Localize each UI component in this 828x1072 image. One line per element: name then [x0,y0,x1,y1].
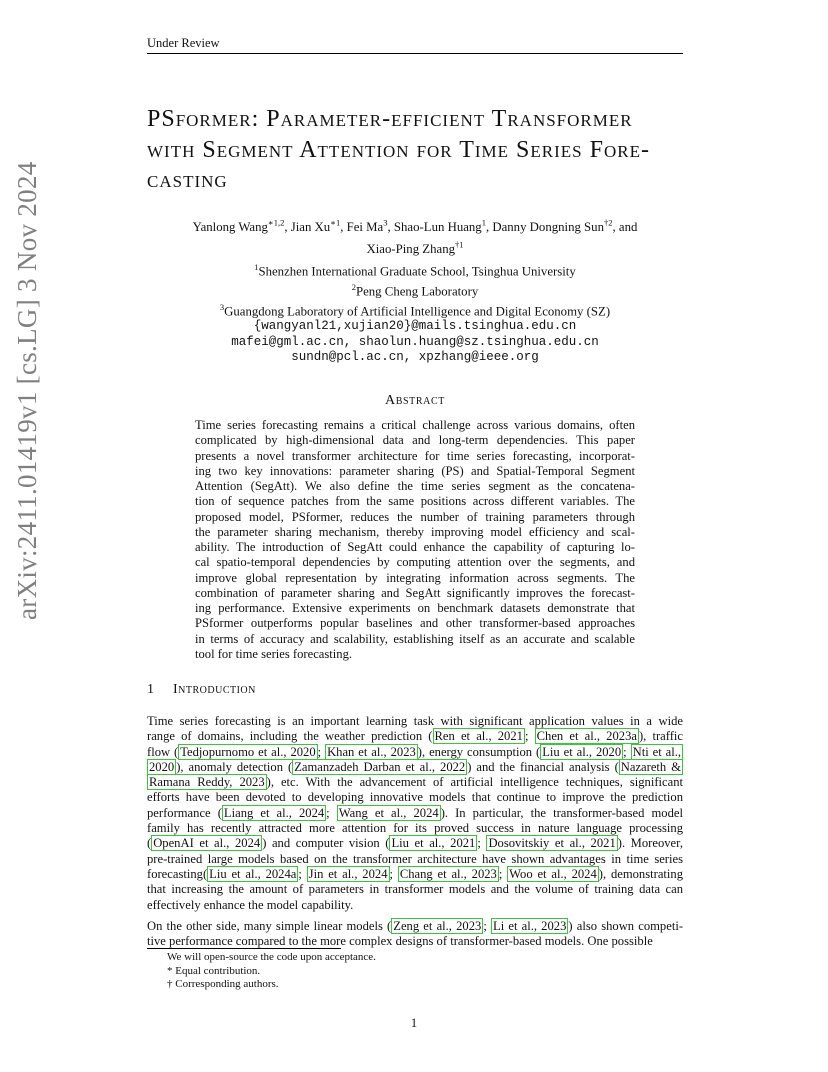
author-mark: 3 [383,218,388,228]
text-line [147,760,683,775]
text-run: ) and computer vision ( [262,836,390,851]
author-mark: ∗1,2 [267,218,285,228]
text-line [147,775,683,790]
text-run: ; [623,744,631,759]
citation-link[interactable]: Zeng et al., 2023 [393,918,482,933]
abstract-line: ability. The introduction of SegAtt could enhance the capability of capturing lo- [195,540,635,554]
author-mark: †1 [455,239,464,250]
text-run: ; [483,918,491,933]
email-line[interactable]: sundn@pcl.ac.cn, xpzhang@ieee.org [291,350,539,365]
citation-link[interactable]: Liu et al., 2024a [209,866,297,881]
author-name: Xiao-Ping Zhang [366,241,455,256]
text-run: family has recently attracted more attention for its proved success in nature language processing [147,821,683,836]
text-line [147,806,683,821]
text-run: range of domains, including the weather prediction ( [147,729,433,744]
citation-link[interactable]: Jin et al., 2024 [308,866,388,881]
author-name: Shao-Lun Huang [393,220,482,235]
text-run: ; [477,836,487,851]
text-line [147,745,683,760]
abstract-line: presents a novel transformer architecture for time series forecasting, incorporat- [195,448,635,463]
text-run: ; [326,805,337,820]
citation-link[interactable]: Nti et al., [632,744,682,759]
text-line [147,821,683,836]
abstract-line: improve global representation by integrating information across segments. The [195,570,635,585]
text-run: ). Moreover, [617,836,683,851]
abstract-line: ing performance. Extensive experiments on benchmark datasets demonstrate that [195,601,635,615]
abstract-line: ing two key innovations: parameter sharing (PS) and Spatial-Temporal Segment [195,463,635,478]
text-run: Time series forecasting is an important learning task with significant application values in a wide [147,714,683,728]
footnote-rule [147,948,341,949]
author-name: Jian Xu [290,220,331,235]
footnote: We will open-source the code upon acceptance. [167,951,376,963]
affiliation-mark: 2 [351,281,356,292]
introduction-body [147,714,683,949]
author [366,239,464,256]
text-run: On the other side, many simple linear models ( [147,918,392,933]
author-mark: ∗1 [330,218,341,228]
running-head: Under Review [147,36,220,50]
text-run: ; [298,866,307,881]
text-run: ; [524,729,535,744]
text-run: ( [147,836,152,851]
citation-link[interactable]: Liang et al., 2024 [223,805,325,820]
citation-link[interactable]: OpenAI et al., 2024 [153,836,261,851]
author-mark: 1 [481,218,486,228]
text-line [147,729,683,744]
author-sep: , [284,220,291,235]
abstract-line: the parameter sharing mechanism, thereby improving model efficiency and scal- [195,524,635,539]
citation-link[interactable]: Li et al., 2023 [493,918,567,933]
affiliation-text: Peng Cheng Laboratory [355,284,479,299]
author [492,220,637,234]
author-sep: , [387,220,394,235]
text-run: ; [498,866,508,881]
citation-link[interactable]: Liu et al., 2020 [542,744,622,759]
text-run: ) also shown competi- [568,918,684,933]
abstract-line: Time series forecasting remains a critical challenge across various domains, often [195,418,635,432]
section-number: 1 [147,682,155,697]
text-line [147,867,683,882]
text-run: ), traffic [638,729,683,744]
section-heading [147,682,256,698]
email-line[interactable]: mafei@gml.ac.cn, shaolun.huang@sz.tsinghua.edu.cn [231,334,599,349]
paragraph [147,714,683,913]
author [394,220,492,234]
text-run: pre-trained large models based on the transformer architecture have shown advantages in time series [147,851,683,866]
author [291,220,347,234]
citation-link[interactable]: Zamanzadeh Darban et al., 2022 [294,759,466,774]
affiliation-text: Shenzhen International Graduate School, Tsinghua University [258,264,576,279]
affiliation [147,280,683,300]
citation-link[interactable]: Dosovitskiy et al., 2021 [488,836,616,851]
author [193,220,291,234]
text-run: ; [317,744,326,759]
abstract-line: complicated by high-dimensional data and long-term dependencies. This paper [195,433,635,448]
text-line [147,898,683,913]
citation-link[interactable]: Ramana Reddy, 2023 [149,775,265,790]
footnotes [167,951,376,992]
title-line: PSformer: Parameter-efficient Transformer [147,106,633,132]
abstract-line: tool for time series forecasting. [195,646,353,661]
abstract-heading: Abstract [385,393,445,408]
text-run: flow ( [147,744,179,759]
citation-link[interactable]: Woo et al., 2024 [509,866,597,881]
arxiv-stamp: arXiv:2411.01419v1 [cs.LG] 3 Nov 2024 [12,161,42,620]
text-run: performance ( [147,805,222,820]
abstract-line: in terms of accuracy and scalability, establishing itself as an accurate and scalable [195,631,635,646]
citation-link[interactable]: Tedjopurnomo et al., 2020 [180,744,316,759]
text-line [147,836,683,851]
abstract-line: PSformer outperforms popular baselines and other transformer-based approaches [195,616,635,631]
text-run: efforts have been devoted to developing innovative models that continue to improve the prediction [147,790,683,805]
abstract-line: tion of sequence patches from the same positions across different variables. The [195,494,635,509]
author-sep: , and [612,220,638,235]
text-line [147,852,683,867]
text-run: forecasting( [147,866,208,881]
text-run: ), demonstrating [598,866,683,881]
abstract-line: Attention (SegAtt). We also define the time series segment as the concatena- [195,479,635,493]
paper-title [147,104,692,196]
text-run: effectively enhance the model capability. [147,897,354,912]
affiliations [147,260,683,366]
abstract-line: combination of parameter sharing and SegAtt significantly improves the forecast- [195,585,635,600]
citation-link[interactable]: Ren et al., 2021 [434,729,523,744]
citation-link[interactable]: 2020 [149,759,175,774]
text-line [147,790,683,805]
text-run: ), energy consumption ( [417,744,541,759]
citation-link[interactable]: Liu et al., 2021 [391,836,476,851]
author [347,220,394,234]
text-line [147,882,683,897]
section-title: Introduction [173,682,256,697]
affiliation [147,260,683,280]
text-line [147,714,683,729]
page-number: 1 [410,1016,418,1030]
citation-link[interactable]: Chang et al., 2023 [399,866,497,881]
abstract-line: cal spatio-temporal dependencies by computing attention over the segments, and [195,555,635,570]
text-run: ) and the financial analysis ( [467,759,619,774]
text-run: tive performance compared to the more complex designs of transformer-based models. One possible [147,934,653,949]
footnote: † Corresponding authors. [167,978,279,990]
text-run: ), anomaly detection ( [176,759,293,774]
text-run: ). In particular, the transformer-based model [440,805,683,820]
affiliation-text: Guangdong Laboratory of Artificial Intelligence and Digital Economy (SZ) [224,303,611,318]
author-name: Danny Dongning Sun [492,220,604,235]
author-list [147,215,683,258]
footnote: * Equal contribution. [167,964,261,977]
citation-link[interactable]: Chen et al., 2023a [536,729,637,744]
citation-link[interactable]: Khan et al., 2023 [327,744,416,759]
abstract-line: proposed model, PSformer, reduces the number of training parameters through [195,509,635,524]
author-name: Yanlong Wang [192,220,268,235]
text-run: ), etc. With the advancement of artificial intelligence techniques, significant [266,775,683,790]
citation-link[interactable]: Wang et al., 2024 [338,805,439,820]
affiliation-mark: 1 [254,262,259,272]
author-mark: †2 [603,218,613,228]
affiliation [147,300,683,320]
author-name: Fei Ma [346,220,384,235]
text-run: that increasing the amount of parameters in transformer models and the volume of training data can [147,882,683,897]
text-line [147,919,683,934]
header-rule [147,53,683,54]
title-line: casting [147,167,228,193]
paragraph [147,919,683,950]
abstract-body [195,418,635,662]
author-sep: , [485,220,493,235]
email-line[interactable]: {wangyanl21,xujian20}@mails.tsinghua.edu.cn [253,319,577,334]
author-sep: , [340,220,347,235]
title-line: with Segment Attention for Time Series Fore- [147,136,650,163]
affiliation-mark: 3 [219,301,225,312]
citation-link[interactable]: Nazareth & [620,759,681,774]
text-run: ; [389,866,398,881]
